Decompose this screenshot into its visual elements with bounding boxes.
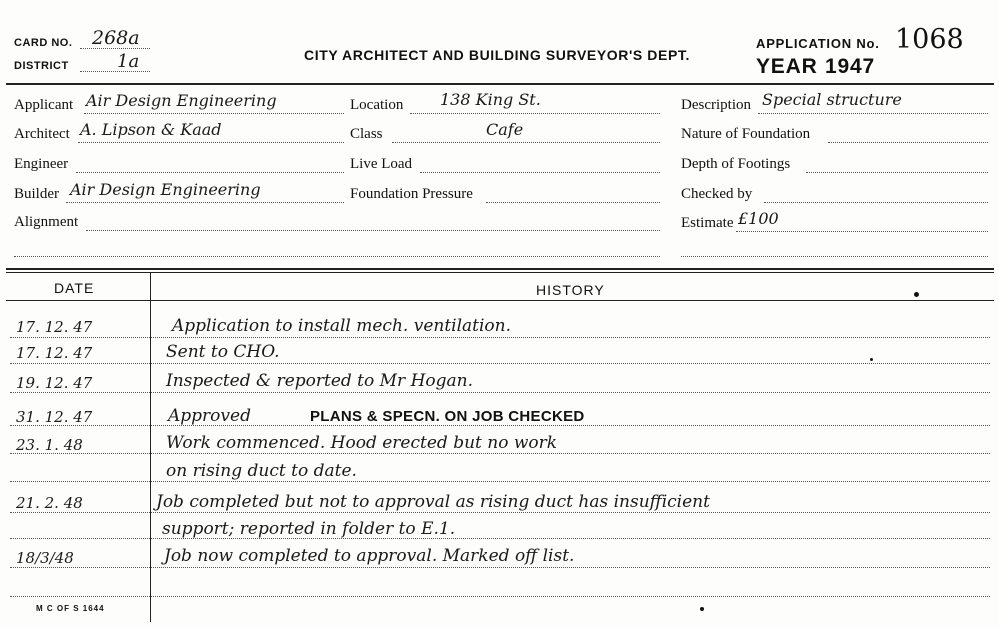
history-entry: Inspected & reported to Mr Hogan. — [166, 371, 474, 391]
depth-line — [806, 172, 988, 173]
history-date: 21. 2. 48 — [16, 494, 83, 512]
builder-value: Air Design Engineering — [70, 180, 261, 199]
applicant-value: Air Design Engineering — [86, 91, 277, 110]
history-date: 17. 12. 47 — [16, 344, 93, 362]
checked-line — [764, 202, 988, 203]
year-label: YEAR — [756, 55, 818, 78]
history-top-rule-2 — [6, 272, 994, 273]
alignment-label: Alignment — [14, 214, 79, 230]
right-spare-line — [681, 256, 988, 257]
plans-checked-stamp: PLANS & SPECN. ON JOB CHECKED — [310, 408, 585, 425]
architect-value: A. Lipson & Kaad — [80, 120, 222, 139]
card-no-value: 268a — [92, 27, 140, 49]
row-rule — [10, 567, 990, 568]
class-value: Cafe — [486, 120, 524, 139]
nature-of-foundation-label: Nature of Foundation — [681, 126, 811, 142]
architect-label: Architect — [14, 126, 70, 142]
history-header-rule — [6, 300, 994, 301]
row-rule — [10, 363, 990, 364]
header-rule — [6, 83, 994, 85]
nature-line — [828, 142, 988, 143]
application-label: APPLICATION No. — [756, 36, 880, 51]
builder-label: Builder — [14, 186, 59, 202]
engineer-line — [76, 172, 344, 173]
live-load-line — [420, 172, 660, 173]
history-entry: Application to install mech. ventilation. — [172, 316, 512, 336]
architect-line — [78, 142, 344, 143]
alignment-line — [86, 230, 660, 231]
year-value: 1947 — [825, 55, 875, 78]
history-date: 18/3/48 — [16, 549, 74, 567]
district-label: DISTRICT — [14, 60, 69, 72]
history-column-header: HISTORY — [536, 282, 605, 298]
row-rule — [10, 425, 990, 426]
description-value: Special structure — [762, 90, 902, 109]
applicant-line — [84, 113, 344, 114]
description-label: Description — [681, 97, 751, 113]
class-line — [392, 142, 660, 143]
history-entry: Job now completed to approval. Marked off list. — [164, 546, 575, 566]
ink-speck — [914, 292, 919, 297]
date-column-divider — [150, 272, 151, 622]
history-date: 23. 1. 48 — [16, 436, 83, 454]
application-number: 1068 — [895, 24, 964, 55]
history-entry: support; reported in folder to E.1. — [162, 519, 456, 539]
row-rule — [10, 596, 990, 597]
row-rule — [10, 337, 990, 338]
history-top-rule — [6, 268, 994, 270]
ink-speck — [870, 358, 873, 361]
estimate-label: Estimate — [681, 215, 734, 231]
history-entry: Work commenced. Hood erected but no work — [166, 433, 558, 453]
row-rule — [10, 481, 990, 482]
form-code: M C OF S 1644 — [36, 604, 105, 613]
history-entry: on rising duct to date. — [166, 461, 357, 481]
live-load-label: Live Load — [350, 156, 413, 172]
location-value: 138 King St. — [440, 90, 541, 109]
applicant-label: Applicant — [14, 97, 74, 113]
foundation-pressure-line — [486, 202, 660, 203]
location-line — [410, 113, 660, 114]
location-label: Location — [350, 97, 404, 113]
row-rule — [10, 538, 990, 539]
history-date: 31. 12. 47 — [16, 408, 93, 426]
row-rule — [10, 392, 990, 393]
dept-title: CITY ARCHITECT AND BUILDING SURVEYOR'S DEPT. — [304, 47, 690, 63]
date-column-header: DATE — [54, 280, 95, 296]
card-no-line — [80, 48, 150, 49]
engineer-label: Engineer — [14, 156, 69, 172]
description-line — [758, 113, 988, 114]
district-value: 1a — [117, 51, 140, 72]
estimate-line — [736, 231, 988, 232]
card-no-label: CARD NO. — [14, 37, 73, 49]
row-rule — [10, 512, 990, 513]
district-line — [80, 71, 150, 72]
estimate-value: £100 — [738, 209, 779, 228]
class-label: Class — [350, 126, 383, 142]
history-date: 17. 12. 47 — [16, 318, 93, 336]
history-date: 19. 12. 47 — [16, 374, 93, 392]
history-entry: Approved — [168, 406, 251, 426]
history-entry: Sent to CHO. — [166, 342, 280, 362]
builder-line — [66, 202, 344, 203]
ink-speck — [700, 607, 704, 611]
depth-of-footings-label: Depth of Footings — [681, 156, 791, 172]
spare-line — [14, 256, 660, 257]
checked-by-label: Checked by — [681, 186, 753, 202]
foundation-pressure-label: Foundation Pressure — [350, 186, 473, 202]
history-entry: Job completed but not to approval as rising duct has insufficient — [156, 492, 710, 512]
row-rule — [10, 453, 990, 454]
